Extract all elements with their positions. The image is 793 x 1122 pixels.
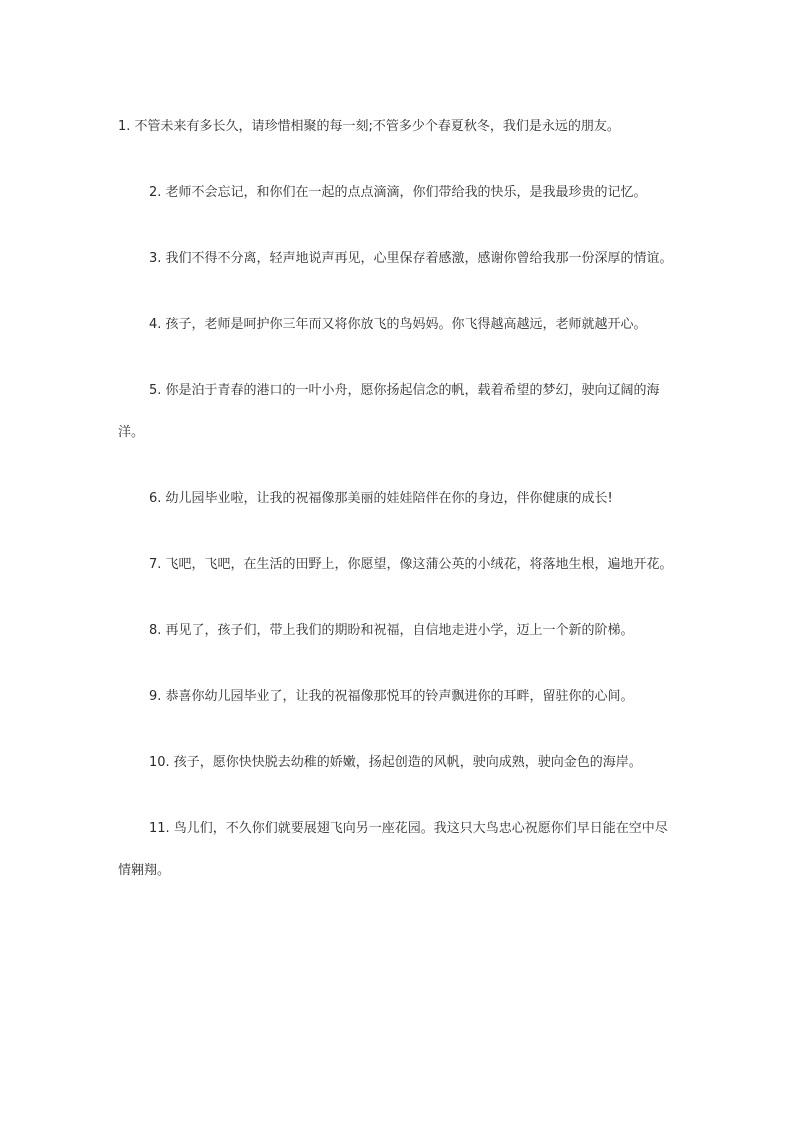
paragraph-4: 4. 孩子，老师是呵护你三年而又将你放飞的鸟妈妈。你飞得越高越远，老师就越开心。 <box>149 317 647 332</box>
paragraph-7: 7. 飞吧，飞吧，在生活的田野上，你愿望，像这蒲公英的小绒花，将落地生根，遍地开花。 <box>149 557 673 572</box>
paragraph-8: 8. 再见了，孩子们，带上我们的期盼和祝福，自信地走进小学，迈上一个新的阶梯。 <box>149 623 634 638</box>
document-body <box>118 113 678 892</box>
paragraph-2: 2. 老师不会忘记，和你们在一起的点点滴滴，你们带给我的快乐，是我最珍贵的记忆。 <box>149 185 647 200</box>
paragraph-6: 6. 幼儿园毕业啦，让我的祝福像那美丽的娃娃陪伴在你的身边，伴你健康的成长! <box>149 491 613 506</box>
paragraph-11: 11. 鸟儿们，不久你们就要展翅飞向另一座花园。我这只大鸟忠心祝愿你们早日能在空中尽情翱翔。 <box>118 821 668 878</box>
paragraph-3: 3. 我们不得不分离，轻声地说声再见，心里保存着感激，感谢你曾给我那一份深厚的情谊。 <box>149 251 673 266</box>
paragraph-9: 9. 恭喜你幼儿园毕业了，让我的祝福像那悦耳的铃声飘进你的耳畔，留驻你的心间。 <box>149 689 634 704</box>
paragraph-1: 1. 不管未来有多长久，请珍惜相聚的每一刻;不管多少个春夏秋冬，我们是永远的朋友。 <box>118 119 620 134</box>
paragraph-10: 10. 孩子，愿你快快脱去幼稚的娇嫩，扬起创造的风帆，驶向成熟，驶向金色的海岸。 <box>149 755 642 770</box>
paragraph-5: 5. 你是泊于青春的港口的一叶小舟，愿你扬起信念的帆，载着希望的梦幻，驶向辽阔的海洋。 <box>118 383 660 440</box>
